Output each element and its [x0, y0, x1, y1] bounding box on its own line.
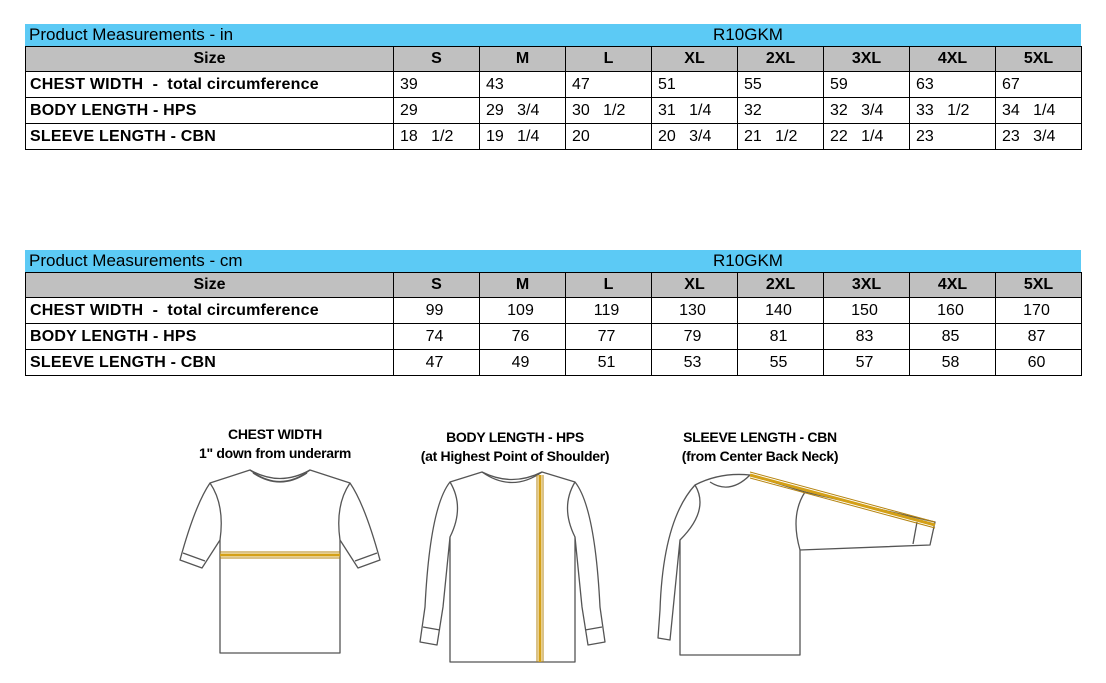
table-cell: 77: [566, 324, 652, 350]
size-header: Size: [26, 47, 394, 72]
cm-table-title: Product Measurements - cm: [29, 251, 243, 270]
row-label: BODY LENGTH - HPS: [26, 98, 394, 124]
size-col: 3XL: [824, 47, 910, 72]
table-cell: 79: [652, 324, 738, 350]
table-cell: 19 1/4: [480, 124, 566, 150]
size-col: XL: [652, 47, 738, 72]
table-cell: 76: [480, 324, 566, 350]
table-cell: 55: [738, 72, 824, 98]
sleeve-length-note: (from Center Back Neck): [681, 448, 839, 464]
cm-title-bar: [25, 250, 1081, 272]
table-cell: 53: [652, 350, 738, 376]
table-cell: 31 1/4: [652, 98, 738, 124]
size-col: 5XL: [996, 47, 1082, 72]
inches-product-code: R10GKM: [713, 25, 783, 44]
inches-title-bar: [25, 24, 1081, 46]
row-label: CHEST WIDTH - total circumference: [26, 298, 394, 324]
table-cell: 59: [824, 72, 910, 98]
size-col: M: [480, 47, 566, 72]
table-cell: 43: [480, 72, 566, 98]
table-cell: 34 1/4: [996, 98, 1082, 124]
table-cell: 20: [566, 124, 652, 150]
table-cell: 58: [910, 350, 996, 376]
chest-width-note: 1" down from underarm: [198, 445, 352, 461]
row-label: SLEEVE LENGTH - CBN: [26, 350, 394, 376]
sleeve-length-title: SLEEVE LENGTH - CBN: [683, 429, 837, 445]
table-cell: 55: [738, 350, 824, 376]
inches-table-title: Product Measurements - in: [29, 25, 234, 44]
row-label: BODY LENGTH - HPS: [26, 324, 394, 350]
size-col: S: [394, 273, 480, 298]
table-cell: 51: [652, 72, 738, 98]
table-cell: 18 1/2: [394, 124, 480, 150]
table-cell: 85: [910, 324, 996, 350]
table-row: [26, 72, 1082, 98]
size-header-row: [26, 273, 1082, 298]
table-cell: 23: [910, 124, 996, 150]
tshirt-chest-diagram: [175, 465, 385, 660]
table-cell: 83: [824, 324, 910, 350]
table-cell: 150: [824, 298, 910, 324]
size-col: M: [480, 273, 566, 298]
row-label: CHEST WIDTH - total circumference: [26, 72, 394, 98]
table-cell: 160: [910, 298, 996, 324]
table-cell: 39: [394, 72, 480, 98]
row-label: SLEEVE LENGTH - CBN: [26, 124, 394, 150]
body-length-title: BODY LENGTH - HPS: [446, 429, 584, 445]
size-header: Size: [26, 273, 394, 298]
table-cell: 74: [394, 324, 480, 350]
table-row: [26, 324, 1082, 350]
size-col: 2XL: [738, 273, 824, 298]
table-cell: 51: [566, 350, 652, 376]
table-cell: 63: [910, 72, 996, 98]
table-cell: 140: [738, 298, 824, 324]
body-length-note: (at Highest Point of Shoulder): [420, 448, 610, 464]
size-col: 2XL: [738, 47, 824, 72]
size-col: L: [566, 47, 652, 72]
table-cell: 81: [738, 324, 824, 350]
size-col: S: [394, 47, 480, 72]
chest-width-title: CHEST WIDTH: [228, 426, 322, 442]
table-cell: 29 3/4: [480, 98, 566, 124]
table-cell: 22 1/4: [824, 124, 910, 150]
cm-table: [25, 272, 1082, 376]
table-cell: 60: [996, 350, 1082, 376]
table-cell: 109: [480, 298, 566, 324]
cm-table-section: [25, 250, 1081, 376]
sleeve-length-caption: [660, 428, 860, 466]
table-cell: 32: [738, 98, 824, 124]
table-cell: 130: [652, 298, 738, 324]
table-cell: 23 3/4: [996, 124, 1082, 150]
inches-table-section: [25, 24, 1081, 150]
table-cell: 49: [480, 350, 566, 376]
table-cell: 21 1/2: [738, 124, 824, 150]
table-cell: 47: [566, 72, 652, 98]
longsleeve-body-diagram: [410, 467, 615, 667]
table-cell: 33 1/2: [910, 98, 996, 124]
size-col: L: [566, 273, 652, 298]
table-cell: 30 1/2: [566, 98, 652, 124]
table-cell: 87: [996, 324, 1082, 350]
chest-width-caption: [175, 425, 375, 463]
inches-table: [25, 46, 1082, 150]
table-cell: 67: [996, 72, 1082, 98]
table-row: [26, 98, 1082, 124]
size-col: 4XL: [910, 47, 996, 72]
table-row: [26, 350, 1082, 376]
table-cell: 99: [394, 298, 480, 324]
table-cell: 170: [996, 298, 1082, 324]
size-col: 5XL: [996, 273, 1082, 298]
size-col: 4XL: [910, 273, 996, 298]
table-cell: 20 3/4: [652, 124, 738, 150]
longsleeve-sleeve-diagram: [655, 470, 945, 660]
cm-product-code: R10GKM: [713, 251, 783, 270]
size-col: 3XL: [824, 273, 910, 298]
size-col: XL: [652, 273, 738, 298]
body-length-caption: [400, 428, 630, 466]
measurement-diagrams: [0, 415, 1106, 683]
table-row: [26, 124, 1082, 150]
table-cell: 57: [824, 350, 910, 376]
table-cell: 29: [394, 98, 480, 124]
table-row: [26, 298, 1082, 324]
table-cell: 32 3/4: [824, 98, 910, 124]
table-cell: 119: [566, 298, 652, 324]
size-header-row: [26, 47, 1082, 72]
table-cell: 47: [394, 350, 480, 376]
